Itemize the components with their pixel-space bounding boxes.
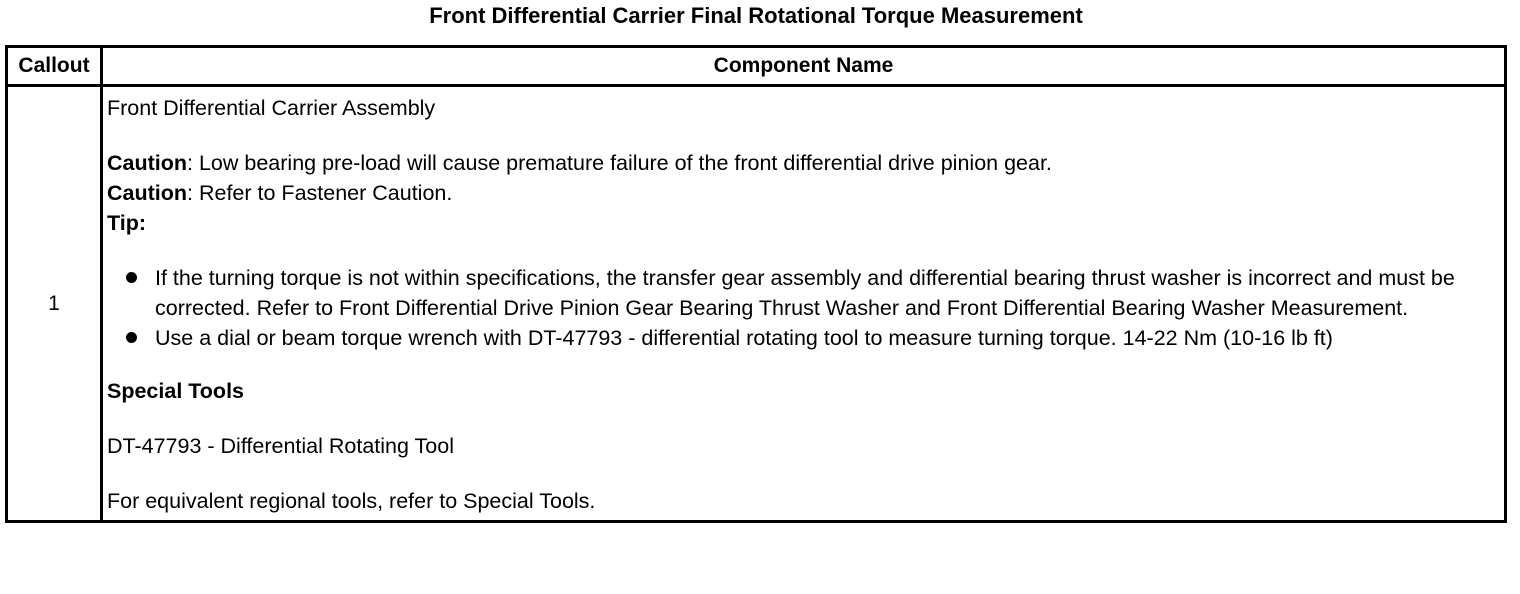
regional-tools-note: For equivalent regional tools, refer to Special Tools. bbox=[107, 489, 596, 513]
callout-column-header: Callout bbox=[7, 47, 102, 86]
component-table bbox=[5, 45, 1507, 523]
component-name: Front Differential Carrier Assembly bbox=[107, 96, 436, 120]
bullet-icon bbox=[126, 332, 137, 343]
tip-list bbox=[107, 263, 1500, 353]
callout-number: 1 bbox=[7, 86, 102, 522]
tip-text: Use a dial or beam torque wrench with DT-47793 - differential rotating tool to measure turning torque. 14-22 Nm (10-16 lb ft) bbox=[155, 326, 1333, 350]
caution-label: Caution bbox=[107, 151, 188, 175]
caution-note bbox=[107, 178, 1500, 208]
caution-note bbox=[107, 148, 1500, 178]
special-tool-item: DT-47793 - Differential Rotating Tool bbox=[107, 434, 454, 458]
tip-label: Tip: bbox=[107, 211, 147, 235]
table-row bbox=[7, 86, 1506, 522]
page-title: Front Differential Carrier Final Rotational Torque Measurement bbox=[429, 3, 1083, 28]
bullet-icon bbox=[126, 272, 137, 283]
tip-item bbox=[155, 323, 1500, 353]
caution-text: : Refer to Fastener Caution. bbox=[187, 181, 453, 205]
special-tools-heading: Special Tools bbox=[107, 379, 244, 403]
tip-text: If the turning torque is not within specifications, the transfer gear assembly and differential bearing thrust washer is incorrect and must be corrected. Refer to Front Differential Drive Pinion Gear Bearing Thrust Washer and Front Differential Bearing Washer Measurement. bbox=[155, 266, 1455, 320]
tip-item bbox=[155, 263, 1500, 323]
caution-text: : Low bearing pre-load will cause premature failure of the front differential drive pinion gear. bbox=[187, 151, 1052, 175]
component-name-column-header: Component Name bbox=[102, 47, 1506, 86]
table-header-row bbox=[7, 47, 1506, 86]
caution-label: Caution bbox=[107, 181, 188, 205]
component-details bbox=[102, 86, 1506, 522]
